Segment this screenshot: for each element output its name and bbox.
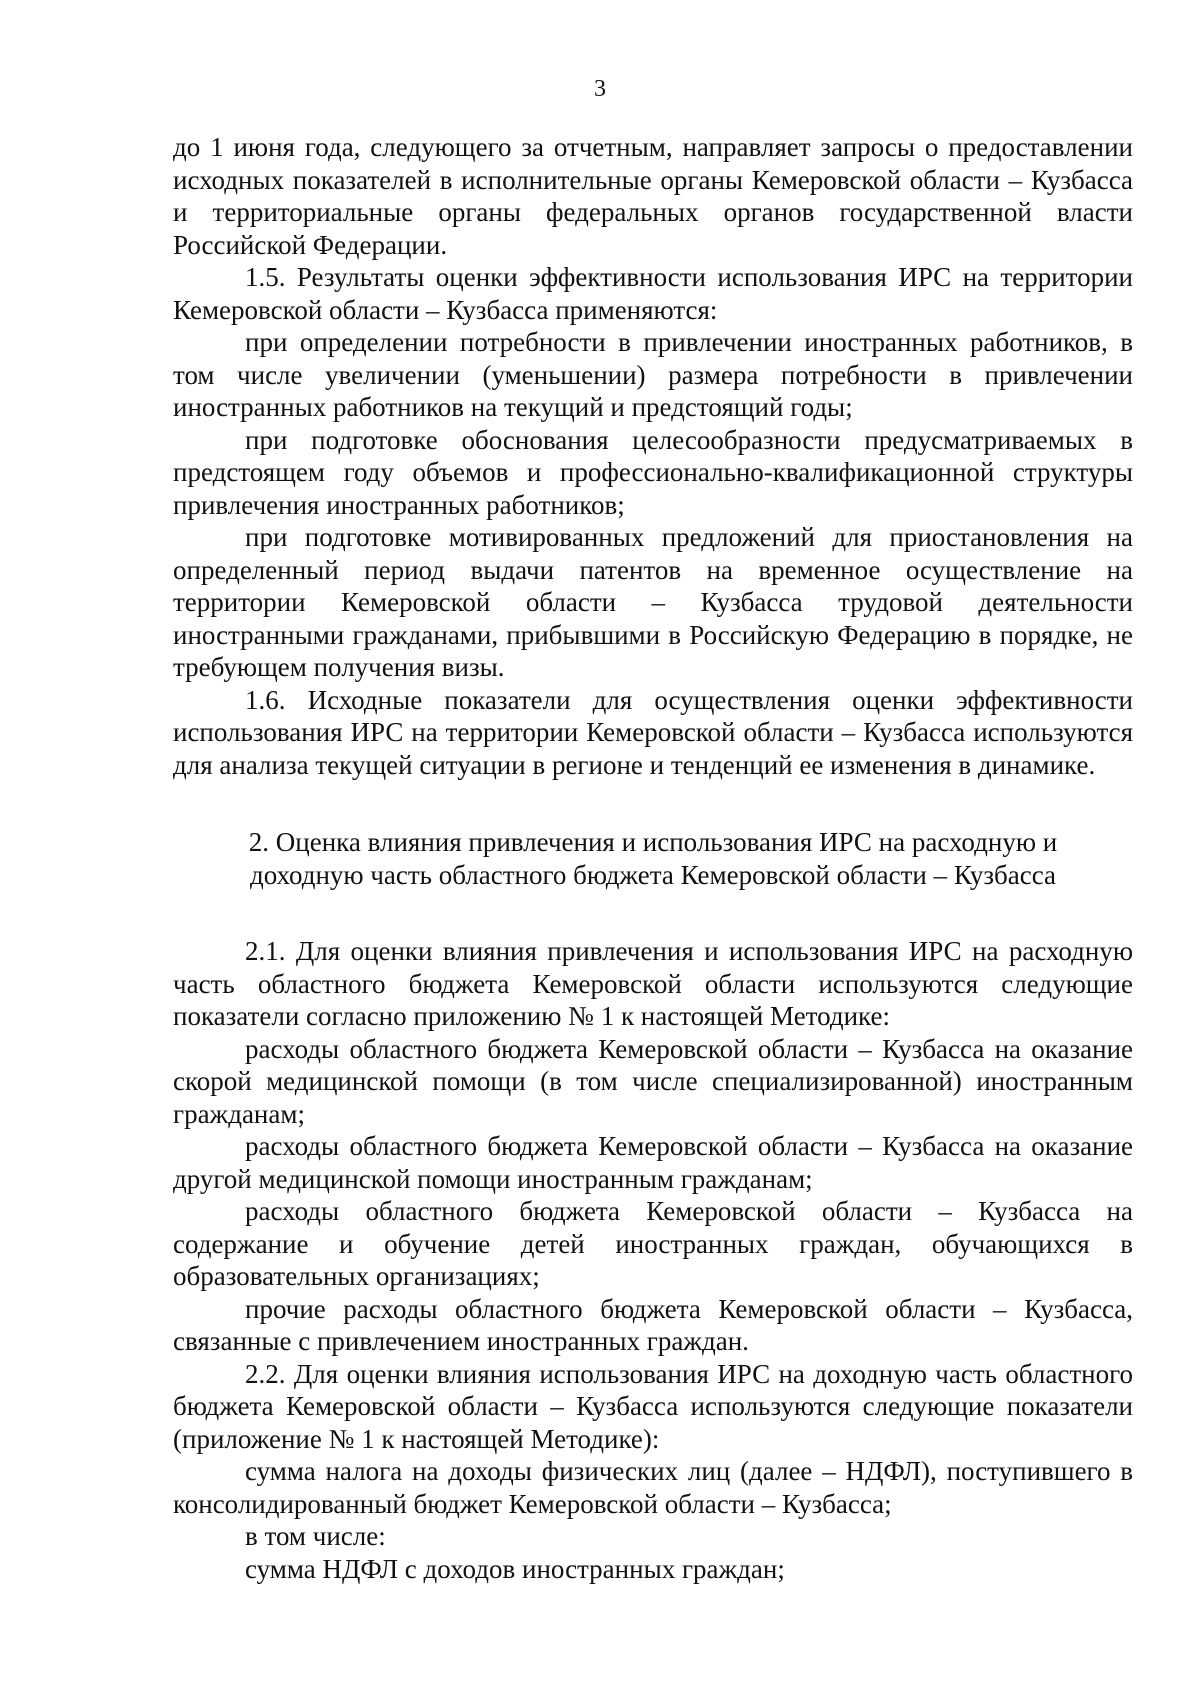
section-heading: 2. Оценка влияния привлечения и использования ИРС на расходную и доходную часть областного бюджета Кемеровской области – Кузбасса [248,827,1058,890]
paragraph-1-5: 1.5. Результаты оценки эффективности использования ИРС на территории Кемеровской области – Кузбасса применяются: [173,262,1133,325]
page-number: 3 [594,76,606,102]
paragraph-item: расходы областного бюджета Кемеровской области – Кузбасса на оказание другой медицинской помощи иностранным гражданам; [173,1131,1133,1194]
paragraph-1-6: 1.6. Исходные показатели для осуществления оценки эффективности использования ИРС на территории Кемеровской области – Кузбасса используются для анализа текущей ситуации в регионе и тенденций ее изменения в динамике. [173,684,1133,780]
paragraph-item: при подготовке мотивированных предложений для приостановления на определенный период выдачи патентов на временное осуществление на территории Кемеровской области – Кузбасса трудовой деятельности иностранными гражданами, прибывшими в Российскую Федерацию в порядке, не требующем получения визы. [173,522,1133,682]
paragraph-item: расходы областного бюджета Кемеровской области – Кузбасса на содержание и обучение детей иностранных граждан, обучающихся в образовательных организациях; [173,1196,1133,1291]
paragraph-continuation: до 1 июня года, следующего за отчетным, направляет запросы о предоставлении исходных показателей в исполнительные органы Кемеровской области – Кузбасса и территориальные органы федеральных органов государственной власти Российской Федерации. [173,132,1133,260]
paragraph-item: сумма налога на доходы физических лиц (далее – НДФЛ), поступившего в консолидированный бюджет Кемеровской области – Кузбасса; [173,1456,1133,1519]
paragraph-item: прочие расходы областного бюджета Кемеровской области – Кузбасса, связанные с привлечением иностранных граждан. [173,1293,1133,1356]
paragraph-item: расходы областного бюджета Кемеровской области – Кузбасса на оказание скорой медицинской помощи (в том числе специализированной) иностранным гражданам; [173,1033,1133,1129]
paragraph-item: при подготовке обоснования целесообразности предусматриваемых в предстоящем году объемов и профессионально-квалификационной структуры привлечения иностранных работников; [173,424,1133,520]
paragraph-item: сумма НДФЛ с доходов иностранных граждан; [245,1553,785,1584]
paragraph-item: при определении потребности в привлечении иностранных работников, в том числе увеличении (уменьшении) размера потребности в привлечении иностранных работников на текущий и предстоящий годы; [173,327,1133,422]
paragraph-2-2: 2.2. Для оценки влияния использования ИРС на доходную часть областного бюджета Кемеровской области – Кузбасса используются следующие показатели (приложение № 1 к настоящей Методике): [173,1358,1133,1454]
document-body [173,131,1133,1585]
paragraph-item: в том числе: [245,1521,386,1551]
paragraph-2-1: 2.1. Для оценки влияния привлечения и использования ИРС на расходную часть областного бюджета Кемеровской области используются следующие показатели согласно приложению № 1 к настоящей Методике: [173,936,1133,1031]
